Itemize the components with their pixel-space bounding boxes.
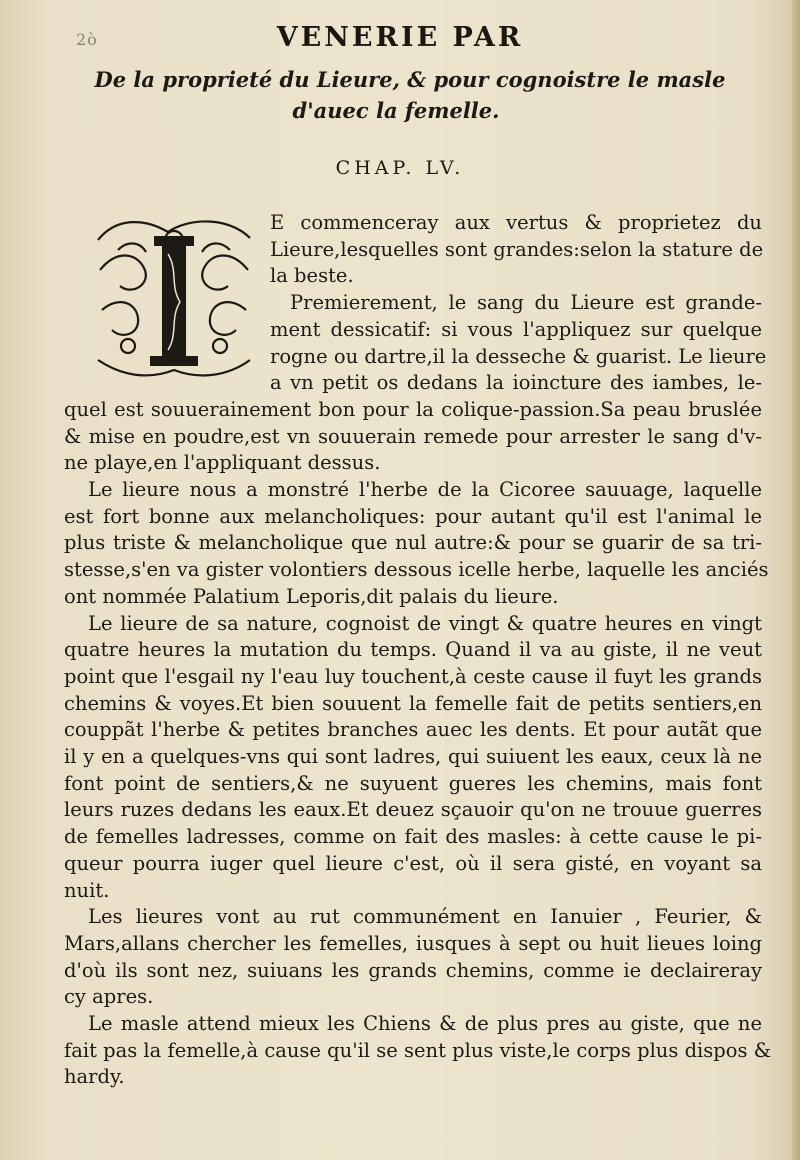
text-line: & mise en poudre,est vn souuerain remede pour arrester le sang d'v- (64, 424, 762, 448)
ornamental-initial (88, 210, 260, 392)
text-line: Le lieure de sa nature, cognoist de vingt & quatre heures en vingt (88, 611, 762, 635)
text-line: Le lieure nous a monstré l'herbe de la Cicoree sauuage, laquelle (88, 478, 762, 501)
text-line: Lieure,lesquelles sont grandes:selon la stature de (270, 237, 764, 261)
text-line: est fort bonne aux melancholiques: pour autant qu'il est l'animal le (64, 504, 762, 528)
text-line: d'où ils sont nez, suiuans les grands chemins, comme ie declaireray (64, 958, 762, 982)
text-line: couppãt l'herbe & petites branches auec les dents. Et pour autãt que (64, 718, 762, 742)
text-line: Mars,allans chercher les femelles, iusques à sept ou huit lieues loing (64, 931, 762, 955)
text-line: chemins & voyes.Et bien souuent la femelle fait de petits sentiers,en (64, 691, 762, 715)
text-line: E commenceray aux vertus & proprietez du (270, 211, 762, 234)
text-line: leurs ruzes dedans les eaux.Et deuez sçauoir qu'on ne trouue guerres (64, 798, 762, 822)
text-line: rogne ou dartre,il la desseche & guarist. Le lieure (270, 344, 767, 368)
text-line: ont nommée Palatium Leporis,dit palais du lieure. (64, 584, 559, 608)
text-line: font point de sentiers,& ne suyuent gueres les chemins, mais font (64, 771, 762, 795)
text-line: la beste. (270, 264, 354, 288)
text-line: il y en a quelques-vns qui sont ladres, qui suiuent les eaux, ceux là ne (64, 745, 762, 768)
chapter-title-line-2: d'auec la femelle. (292, 98, 500, 123)
chapter-number: CHAP. LV. (335, 157, 465, 179)
text-line: nuit. (64, 878, 110, 902)
text-line: cy apres. (64, 985, 154, 1009)
text-line: ment dessicatif: si vous l'appliquez sur quelque (270, 317, 762, 341)
text-line: fait pas la femelle,à cause qu'il se sent plus viste,le corps plus dispos & (64, 1038, 772, 1062)
page-number: 2ò (76, 30, 98, 49)
text-line: ne playe,en l'appliquant dessus. (64, 451, 381, 475)
chapter-title-line-1: De la proprieté du Lieure, & pour cognoistre le masle (94, 67, 726, 92)
text-line: stesse,s'en va gister volontiers dessous icelle herbe, laquelle les anciés (64, 558, 769, 582)
text-line: hardy. (64, 1065, 125, 1089)
text-line: queur pourra iuger quel lieure c'est, où il sera gisté, en voyant sa (64, 851, 762, 875)
text-line: point que l'esgail ny l'eau luy touchent,à ceste cause il fuyt les grands (64, 664, 762, 688)
text-line: a vn petit os dedans la ioincture des iambes, le- (270, 371, 762, 395)
text-line: Le masle attend mieux les Chiens & de plus pres au giste, que ne (88, 1012, 762, 1035)
text-line: quatre heures la mutation du temps. Quand il va au giste, il ne veut (64, 638, 762, 662)
text-line: Les lieures vont au rut communément en Ianuier , Feurier, & (88, 905, 762, 929)
running-head: VENERIE PAR (276, 22, 524, 53)
text-line: Premierement, le sang du Lieure est grande- (290, 291, 762, 315)
text-line: quel est souuerainement bon pour la colique-passion.Sa peau bruslée (64, 397, 762, 421)
text-line: de femelles ladresses, comme on fait des masles: à cette cause le pi- (64, 825, 762, 849)
text-line: plus triste & melancholique que nul autre:& pour se guarir de sa tri- (64, 531, 762, 555)
